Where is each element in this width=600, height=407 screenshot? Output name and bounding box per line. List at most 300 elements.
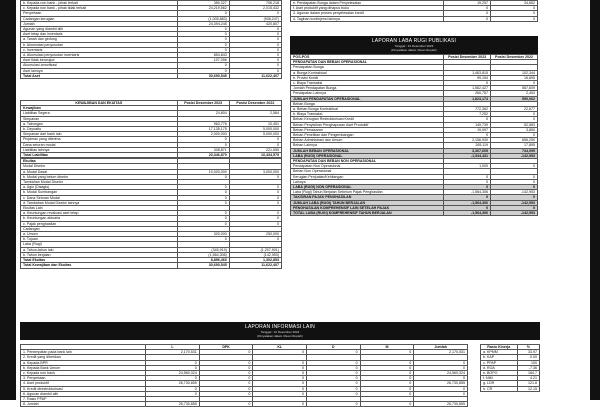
- other-info-title: LAPORAN INFORMASI LAIN: [245, 324, 315, 330]
- ratio-label: g. LDR: [481, 381, 518, 386]
- row-label: Pendapatan Non Operasional: [291, 164, 444, 169]
- total-label: Total Aset: [21, 73, 178, 78]
- col-header-item: POS-POS: [291, 55, 444, 60]
- row-label: a. Bunga Kontraktual: [291, 70, 444, 75]
- row-label: d. Tambahan Modal Disetor lainnya: [21, 200, 178, 205]
- grand-total-2022: 11,622,407: [229, 263, 281, 268]
- row-cell: 0: [253, 381, 307, 386]
- row-value-2023: 2,156,930: [444, 138, 491, 143]
- total-value-2023: 30,690,545: [177, 73, 229, 78]
- row-value-2022: 0: [229, 53, 281, 58]
- row-label: c. Inventaris: [21, 47, 178, 52]
- row-value-2023: 0: [177, 63, 229, 68]
- row-label: JUMLAH BEBAN OPERASIONAL: [291, 148, 444, 153]
- row-value-2022: 0: [229, 174, 281, 179]
- row-value-2023: 0: [444, 81, 491, 86]
- profit-loss-unit: (Dinyatakan dalam ribuan Rupiah): [391, 48, 437, 52]
- row-value-2022: 17,895: [491, 143, 538, 148]
- row-value-2023: 149,739: [444, 122, 491, 127]
- col-header-2022: Posisi Desember 2022: [491, 55, 538, 60]
- row-label: b. Biaya Transaksi: [291, 112, 444, 117]
- row-value-2022: 0: [229, 216, 281, 221]
- row-value-2023: 0: [444, 117, 491, 122]
- row-value-2023: 963,776: [177, 121, 229, 126]
- row-value-2022: 0: [229, 11, 281, 16]
- ratio-col-header: Rasio Kinerja: [481, 345, 518, 350]
- row-label: 5. Kredit direstrukturisasi: [21, 386, 146, 391]
- row-label: 3. Agunan dalam proses penyelesaian kredit: [291, 11, 444, 16]
- row-label: c. Pajak penghasilan: [21, 221, 178, 226]
- row-value-2023: 0: [177, 11, 229, 16]
- col-header-2023: Posisi Desember 2023: [177, 101, 229, 106]
- grand-total-2023: 30,690,545: [177, 263, 229, 268]
- row-cell: 0: [414, 391, 468, 396]
- row-label: b. Deposito: [21, 127, 178, 132]
- row-value-2023: 0: [177, 200, 229, 205]
- row-value-2023: 0: [177, 47, 229, 52]
- row-label: Cadangan kerugian: [21, 16, 178, 21]
- liabilities-table: [20, 100, 282, 158]
- row-value-2022: 5,000,000: [229, 127, 281, 132]
- row-label: Beban Penyisihan Penghapusan Aset Produktif: [291, 122, 444, 127]
- row-value-2023: 854,843: [177, 53, 229, 58]
- total-label: Total Ekuitas: [21, 258, 178, 263]
- row-value-2023: 0: [177, 211, 229, 216]
- row-value-2022: 0: [229, 211, 281, 216]
- row-label: Tambahan Modal Disetor: [21, 180, 178, 185]
- row-label: a. Agio (Disagio): [21, 185, 178, 190]
- row-label: TOTAL LABA (RUGI) KOMPREHENSIF TAHUN BERJALAN: [291, 211, 444, 216]
- row-cell: 2,170,531: [414, 350, 468, 355]
- row-label: Pinjaman yang diterima: [21, 137, 178, 142]
- row-value-2022: 10,451: [229, 121, 281, 126]
- row-value-2023: 0: [444, 16, 491, 21]
- other-info-table-wrap: [20, 344, 468, 407]
- row-cell: 0: [307, 360, 361, 365]
- row-value-2023: 0: [177, 174, 229, 179]
- row-value-2023: 0: [177, 142, 229, 147]
- row-label: LABA (RUGI) OPERASIONAL: [291, 153, 444, 158]
- row-value-2022: 0: [491, 195, 538, 200]
- row-value-2023: (1,005,883): [177, 16, 229, 21]
- right-border: [590, 0, 600, 400]
- row-value-2023: 0: [177, 68, 229, 73]
- row-cell: 0: [253, 350, 307, 355]
- ratio-label: a. KPMM: [481, 350, 518, 355]
- row-cell: 0: [199, 381, 253, 386]
- row-value-2023: 0: [177, 27, 229, 32]
- row-cell: 0: [199, 350, 253, 355]
- row-value-2023: 0: [177, 137, 229, 142]
- row-label: 4. Tagihan kontinjensi lainnya: [291, 16, 444, 21]
- row-label: Pendapatan Bunga: [291, 65, 444, 70]
- row-value-2023: 19,097: [444, 127, 491, 132]
- row-label: Lainnya: [291, 179, 444, 184]
- table-row: [291, 211, 538, 216]
- row-value-2022: 587,609: [491, 86, 538, 91]
- row-value-2022: 102,344: [491, 70, 538, 75]
- profit-loss-date: Tanggal : 31 Desember 2023: [394, 44, 434, 48]
- ratio-value: 100: [517, 360, 539, 365]
- row-label: b. Modal Sumbangan: [21, 190, 178, 195]
- ratio-value: -7.36: [517, 365, 539, 370]
- row-value-2023: 19,257: [444, 1, 491, 6]
- row-value-2022: 0: [229, 195, 281, 200]
- row-label: Jumlah Pendapatan Bunga: [291, 86, 444, 91]
- row-value-2023: 0: [177, 32, 229, 37]
- row-value-2023: 0: [444, 179, 491, 184]
- row-label: Agunan yang diambil alih: [21, 27, 178, 32]
- row-cell: 26,730,855: [146, 381, 200, 386]
- row-value-2023: 1,000: [444, 164, 491, 169]
- ratio-label: e. BOPO: [481, 371, 518, 376]
- row-label: a. Tanah dan gedung: [21, 37, 178, 42]
- row-cell: 0: [146, 360, 200, 365]
- row-cell: 0: [146, 386, 200, 391]
- row-cell: 0: [307, 376, 361, 381]
- ratio-label: d. ROA: [481, 365, 518, 370]
- row-label: b. Tujuan: [21, 237, 178, 242]
- row-label: a. Beban Bunga Kontraktual: [291, 107, 444, 112]
- row-label: Penyertaan: [21, 11, 178, 16]
- row-label: Ekuitas Lain: [21, 206, 178, 211]
- row-cell: 0: [253, 391, 307, 396]
- row-label: 2. Kredit yang diberikan: [21, 355, 146, 360]
- row-label: c. Kepada non bank - pihak tidak terkait: [21, 6, 178, 11]
- other-info-table: [20, 344, 468, 407]
- ratio-table: [480, 344, 540, 392]
- row-value-2023: 0: [177, 221, 229, 226]
- left-border: [0, 0, 16, 400]
- row-label: LABA (RUGI) NON OPERASIONAL: [291, 185, 444, 190]
- row-value-2022: 0: [229, 142, 281, 147]
- row-cell: 0: [253, 376, 307, 381]
- row-cell: 0: [253, 360, 307, 365]
- row-label: Beban Non Operasional: [291, 169, 444, 174]
- row-cell: 26,730,855: [146, 402, 200, 407]
- row-cell: 0: [199, 376, 253, 381]
- row-value-2023: 17,135,175: [177, 127, 229, 132]
- row-value-2023: -1,564,306: [444, 211, 491, 216]
- row-label: Ekuitas: [21, 159, 178, 164]
- row-value-2023: (1,564,306): [177, 252, 229, 257]
- row-cell: 0: [253, 402, 307, 407]
- row-cell: 2,170,531: [146, 350, 200, 355]
- row-label: Kerugian Penjualan/Kehilangan: [291, 174, 444, 179]
- row-value-2022: 0: [491, 112, 538, 117]
- row-value-2022: 5,000,000: [229, 132, 281, 137]
- row-label: Aset tidak berwujud: [21, 58, 178, 63]
- liabilities-total-row: [21, 153, 282, 158]
- quality-col-header: L: [146, 345, 200, 350]
- row-value-2023: 24,394,245: [177, 21, 229, 26]
- row-value-2023: 308,871: [177, 147, 229, 152]
- row-label: PENDAPATAN DAN BEBAN OPERASIONAL: [291, 60, 444, 65]
- row-cell: 0: [146, 376, 200, 381]
- ratio-value: 12.15: [517, 386, 539, 391]
- row-value-2023: 260,757: [444, 91, 491, 96]
- row-value-2022: 734,095: [491, 148, 538, 153]
- row-label: c. Kepada non bank: [21, 371, 146, 376]
- other-info-date: Tanggal : 31 Desember 2023: [260, 330, 300, 334]
- total-value-2022: 10,434,575: [229, 153, 281, 158]
- row-value-2022: 590,062: [491, 96, 538, 101]
- row-value-2022: 0: [229, 68, 281, 73]
- row-value-2022: 3,850: [491, 127, 538, 132]
- other-info-unit: (Dinyatakan dalam ribuan Rupiah): [257, 334, 303, 338]
- quality-col-header: KL: [253, 345, 307, 350]
- row-value-2023: 0: [177, 237, 229, 242]
- grand-total-label: Total Kewajiban dan Ekuitas: [21, 263, 178, 268]
- row-label: a. Tabungan: [21, 121, 178, 126]
- row-label: f. Aset produktif yang dihapus buku: [291, 6, 444, 11]
- ratio-value: 33.97: [517, 350, 539, 355]
- row-cell: 0: [360, 365, 414, 370]
- row-cell: 0: [199, 365, 253, 370]
- row-cell: 0: [199, 402, 253, 407]
- col-header-item: KEWAJIBAN DAN EKUITAS: [21, 101, 178, 106]
- row-value-2022: 656,250: [491, 138, 538, 143]
- row-label: a. Modal Dasar: [21, 169, 178, 174]
- ratio-value: 121.8: [517, 381, 539, 386]
- row-label: Liabilitas lainnya: [21, 147, 178, 152]
- row-cell: 0: [199, 386, 253, 391]
- row-label: 7. Rasio PPAP: [21, 397, 146, 402]
- row-value-2022: 0: [491, 133, 538, 138]
- row-cell: 0: [307, 350, 361, 355]
- row-label: c. Dana Setoran Modal: [21, 195, 178, 200]
- row-cell: 0: [253, 386, 307, 391]
- row-value-2022: 3,000,000: [229, 169, 281, 174]
- row-cell: 0: [307, 391, 361, 396]
- row-value-2022: 2,015,432: [229, 6, 281, 11]
- row-value-2022: 34,652: [491, 1, 538, 6]
- row-value-2022: (908,247): [229, 16, 281, 21]
- row-cell: 0: [199, 360, 253, 365]
- other-info-header: [20, 322, 540, 340]
- row-value-2023: 772,362: [444, 107, 491, 112]
- quality-col-header: D: [307, 345, 361, 350]
- ratio-row: [481, 386, 540, 391]
- ratio-label: h. CR: [481, 386, 518, 391]
- ratio-table-wrap: [480, 344, 540, 392]
- row-cell: 26,730,855: [414, 381, 468, 386]
- col-header-2022: Posisi Desember 2022: [229, 101, 281, 106]
- row-value-2023: 0: [444, 6, 491, 11]
- row-cell: 0: [360, 402, 414, 407]
- row-label: 4. Aset produktif: [21, 381, 146, 386]
- row-cell: 24,560,324: [146, 371, 200, 376]
- row-label: Aset lainnya: [21, 68, 178, 73]
- row-value-2023: 24,219,562: [177, 6, 229, 11]
- balance-sheet-assets-panel: [20, 0, 282, 79]
- row-value-2022: 221,555: [229, 147, 281, 152]
- row-value-2023: 1,463,815: [444, 70, 491, 75]
- row-value-2023: 350,327: [177, 1, 229, 6]
- row-value-2022: -142,953: [491, 190, 538, 195]
- row-value-2022: 420,807: [229, 21, 281, 26]
- row-cell: 0: [253, 371, 307, 376]
- row-label: Laba (Rugi) Tahun Berjalan Sebelum Pajak Penghasilan: [291, 190, 444, 195]
- other-info-panel: [20, 322, 540, 340]
- row-label: Modal Disetor: [21, 164, 178, 169]
- row-value-2023: 3,367,605: [444, 148, 491, 153]
- row-label: c. Biaya Transaksi: [291, 81, 444, 86]
- equity-table: [20, 158, 282, 268]
- row-value-2023: -1,564,306: [444, 190, 491, 195]
- row-value-2022: 0: [491, 185, 538, 190]
- total-value-2023: 8,896,460: [177, 258, 229, 263]
- ratio-label: b. KAP: [481, 355, 518, 360]
- row-value-2022: 0: [229, 58, 281, 63]
- grand-total-row: [21, 263, 282, 268]
- row-label: 3. Penyertaan: [21, 376, 146, 381]
- row-value-2023: -1,564,306: [444, 200, 491, 205]
- row-cell: 26,730,855: [414, 402, 468, 407]
- ratio-value: 4.21: [517, 376, 539, 381]
- row-label: Aset tetap dan inventaris: [21, 32, 178, 37]
- row-cell: 24,560,324: [414, 371, 468, 376]
- row-value-2022: 0: [229, 42, 281, 47]
- row-label: PENDAPATAN DAN BEBAN NON OPERASIONAL: [291, 159, 444, 164]
- row-label: 1. Penempatan pada bank lain: [21, 350, 146, 355]
- row-value-2022: 0: [229, 27, 281, 32]
- row-cell: 0: [253, 365, 307, 370]
- row-value-2022: 706,218: [229, 1, 281, 6]
- row-value-2023: 99,154: [444, 75, 491, 80]
- row-cell: 0: [414, 365, 468, 370]
- row-value-2023: 24,804: [177, 111, 229, 116]
- row-label: Beban Kerugian Restrukturisasi Kredit: [291, 117, 444, 122]
- row-value-2022: 0: [491, 11, 538, 16]
- row-cell: 0: [360, 371, 414, 376]
- row-label: d. Akumulasi penyusutan inventaris: [21, 53, 178, 58]
- profit-loss-title: LAPORAN LABA RUGI PUBLIKASI: [371, 38, 457, 44]
- contingent-panel: [290, 0, 538, 22]
- row-label: Simpanan dari bank lain: [21, 132, 178, 137]
- ratio-label: c. PPAP: [481, 360, 518, 365]
- row-value-2023: (345,919): [177, 247, 229, 252]
- total-value-2023: 20,346,870: [177, 153, 229, 158]
- row-label: Laba (Rugi): [21, 242, 178, 247]
- row-value-2022: 0: [229, 200, 281, 205]
- row-cell: 0: [199, 371, 253, 376]
- row-label: PENGHASILAN KOMPREHENSIF LAIN SETELAH PAJAK: [291, 205, 444, 210]
- row-label: e. Pendapatan Bunga dalam Penyelesaian: [291, 1, 444, 6]
- row-value-2023: 10,000,000: [177, 169, 229, 174]
- row-label: b. Tahun berjalan: [21, 252, 178, 257]
- row-label: Beban Pemasaran: [291, 127, 444, 132]
- row-label: b. Kepada non bank - pihak terkait: [21, 1, 178, 6]
- assets-table: [20, 0, 282, 79]
- row-label: Cadangan: [21, 226, 178, 231]
- row-cell: 0: [360, 381, 414, 386]
- row-value-2023: 0: [444, 11, 491, 16]
- row-cell: 0: [414, 386, 468, 391]
- row-value-2023: 0: [444, 205, 491, 210]
- contingent-table: [290, 0, 538, 22]
- row-cell: 0: [307, 402, 361, 407]
- row-value-2022: 0: [491, 16, 538, 21]
- quality-col-header: Jumlah: [414, 345, 468, 350]
- row-value-2022: 0: [229, 190, 281, 195]
- row-label: 8. Jumlah: [21, 402, 146, 407]
- row-value-2022: 22,677: [491, 107, 538, 112]
- row-cell: 0: [199, 391, 253, 396]
- row-label: Beban Bunga: [291, 101, 444, 106]
- row-label: Beban Administrasi dan Umum: [291, 138, 444, 143]
- row-label: b. Kepada Bank Umum: [21, 365, 146, 370]
- row-label: a. Kepada BPR: [21, 360, 146, 365]
- row-value-2023: 1,562,427: [444, 86, 491, 91]
- row-label: JUMLAH LABA (RUGI) TAHUN BERJALAN: [291, 200, 444, 205]
- row-label: Jumlah: [21, 21, 178, 26]
- row-value-2022: 0: [491, 117, 538, 122]
- row-value-2023: 0: [177, 42, 229, 47]
- row-value-2022: -142,953: [491, 211, 538, 216]
- row-label: Beban Penelitian dan Pengembangan: [291, 133, 444, 138]
- profit-loss-panel: [290, 36, 538, 216]
- row-value-2022: 16,895: [491, 75, 538, 80]
- row-value-2022: 0: [491, 205, 538, 210]
- row-value-2022: 0: [229, 32, 281, 37]
- row-label: b. Modal yang belum disetor: [21, 174, 178, 179]
- row-label: Pendapatan Lainnya: [291, 91, 444, 96]
- row-label: a. Umum: [21, 232, 178, 237]
- row-value-2022: (142,953): [229, 252, 281, 257]
- table-row: [21, 402, 468, 407]
- quality-col-header: DPK: [199, 345, 253, 350]
- row-cell: 0: [360, 376, 414, 381]
- row-value-2022: -142,953: [491, 200, 538, 205]
- row-value-2022: 2,584: [229, 111, 281, 116]
- row-value-2022: 0: [229, 37, 281, 42]
- row-value-2022: 0: [229, 237, 281, 242]
- row-label: Akumulasi amortisasi: [21, 63, 178, 68]
- row-value-2023: 2,000,000: [177, 132, 229, 137]
- row-cell: 0: [146, 391, 200, 396]
- row-cell: 0: [360, 360, 414, 365]
- row-value-2022: 0: [491, 164, 538, 169]
- row-value-2023: 0: [444, 174, 491, 179]
- row-cell: 0: [146, 365, 200, 370]
- row-value-2023: 0: [444, 133, 491, 138]
- row-value-2023: 0: [444, 185, 491, 190]
- row-label: Kewajiban: [21, 106, 178, 111]
- total-label: Total Liabilitas: [21, 153, 178, 158]
- row-value-2022: 0: [229, 63, 281, 68]
- quality-col-header: M: [360, 345, 414, 350]
- row-label: b. Keuntungan aktuaria: [21, 216, 178, 221]
- table-row: [291, 16, 538, 21]
- row-value-2023: 0: [177, 190, 229, 195]
- row-value-2023: 0: [177, 37, 229, 42]
- ratio-label: f. NIM: [481, 376, 518, 381]
- balance-sheet-liabilities-panel: [20, 100, 282, 269]
- row-cell: 0: [360, 350, 414, 355]
- col-header-2023: Posisi Desember 2023: [444, 55, 491, 60]
- row-value-2023: 265,119: [444, 143, 491, 148]
- row-value-2023: -1,544,431: [444, 153, 491, 158]
- row-label: 6. Agunan diambil alih: [21, 391, 146, 396]
- row-cell: 0: [360, 391, 414, 396]
- row-value-2022: 0: [491, 174, 538, 179]
- ratio-value: 0.00: [517, 355, 539, 360]
- row-value-2023: 7,252: [444, 112, 491, 117]
- row-value-2022: 0: [229, 137, 281, 142]
- row-value-2022: 0: [229, 47, 281, 52]
- row-value-2023: 107,096: [177, 58, 229, 63]
